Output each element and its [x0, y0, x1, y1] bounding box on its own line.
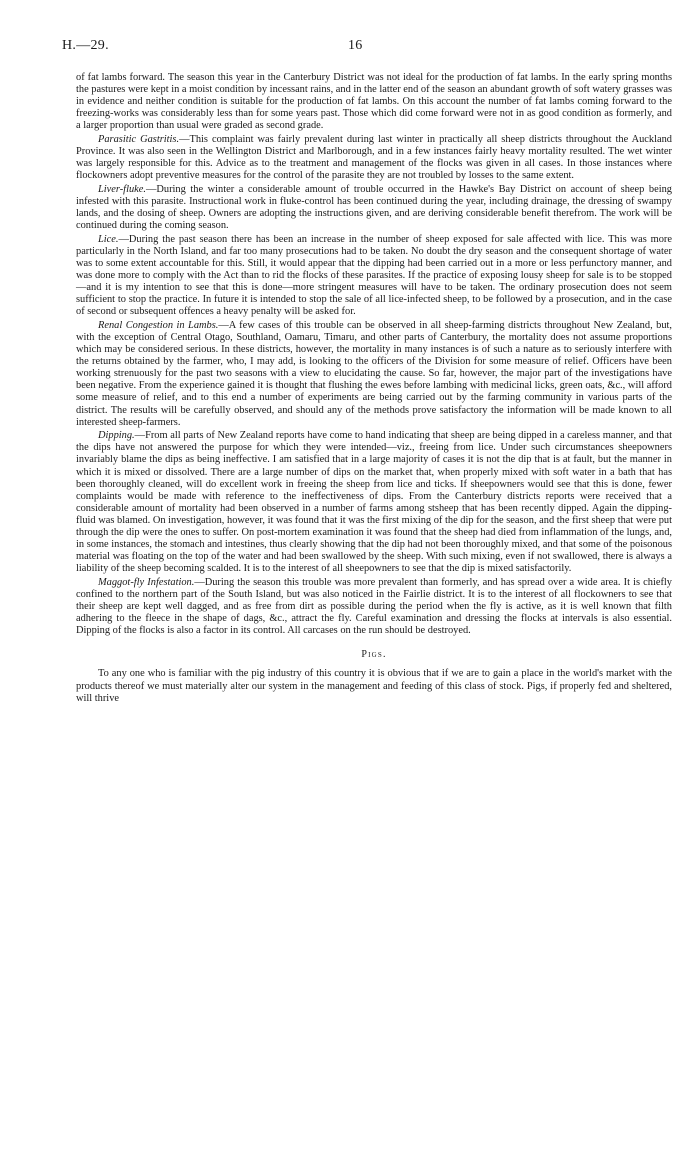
paragraph-lice [76, 234, 672, 319]
paragraph-text: To any one who is familiar with the pig industry of this country it is obvious that if we are to gain a place in the world's market with the products thereof we must materially alter our system in the management and feeding of this class of stock. Pigs, if properly fed and sheltered, will thrive [76, 668, 672, 704]
paragraph-heading: Dipping. [98, 430, 135, 442]
paragraph-heading: Renal Congestion in Lambs. [98, 319, 219, 331]
paragraph-text: —During the season this trouble was more prevalent than formerly, and has spread over a wide area. It is chiefly confined to the northern part of the South Island, but was also noticed in the Fairlie district. It is to the interest of all flockowners to see that their sheep are kept well dagged, and as free from dirt as possible during the period when the fly is active, as it is well known that filth adhering to the fleece in the shape of dags, &c., attract the fly. Careful examination and dressing the flocks at intervals is also essential. Dipping of the flocks is also a factor in its control. All carcases on the run should be destroyed. [76, 576, 672, 637]
paragraph-pigs [76, 668, 672, 704]
document-page [62, 34, 673, 706]
paragraph-heading: Parasitic Gastritis. [98, 133, 180, 145]
paragraph-maggot-fly [76, 577, 672, 637]
paragraph-text: —During the past season there has been an increase in the number of sheep exposed for sale affected with lice. This was more particularly in the North Island, and far too many prosecutions had to be taken. No doubt the dry season and the consequent shortage of water was to some extent accountable for this. Still, it would appear that the dipping had been carried out in a more or less perfunctory manner, and was done more to comply with the Act than to rid the flocks of these parasites. If the practice of exposing lousy sheep for sale is to be stopped—and it is my intention to see that this is done—more stringent measures will have to be taken. The ordinary prosecution does not seem sufficient to stop the practice. In future it is intended to stop the sale of all lice-infected sheep, to be followed by a prosecution, and in the case of second or subsequent offences a heavy penalty will be asked for. [76, 233, 672, 318]
paragraph-text: —During the winter a considerable amount of trouble occurred in the Hawke's Bay District on account of sheep being infested with this parasite. Instructional work in fluke-control has been continued during the year, including drainage, the dressing of swampy lands, and the dosing of sheep. Owners are adopting the instructions given, and are deriving considerable benefit therefrom. The work will be continued during the coming season. [76, 183, 672, 232]
section-title-pigs: Pigs. [361, 649, 387, 661]
body-text [76, 72, 672, 705]
paragraph-continuation [76, 72, 672, 132]
paragraph-liver-fluke [76, 184, 672, 232]
paragraph-text: —This complaint was fairly prevalent during last winter in practically all sheep districts throughout the Auckland Province. It was also seen in the Wellington District and Marlborough, and in a few instances fairly heavy mortality resulted. The wet winter was largely responsible for this. Advice as to the treatment and management of the flocks was given in all cases. In those instances where flockowners adopt preventive measures for the control of the parasite they are not troubled by losses to the same extent. [76, 133, 673, 182]
paragraph-dipping [76, 430, 672, 575]
paragraph-text: —A few cases of this trouble can be observed in all sheep-farming districts throughout New Zealand, but, with the exception of Central Otago, Southland, Oamaru, Timaru, and other parts of Canterbury, the mortality does not assume proportions which may be considered serious. In these districts, however, the mortality in many instances is of such a nature as to seriously interfere with the returns obtained by the farmer, who, I may add, is looking to the officers of the Division for some measure of relief. Officers have been working strenuously for the past two seasons with a view to elucidating the cause. So far, however, the major part of the investigations have been negative. From the experience gained it is thought that flushing the ewes before lambing with medicinal licks, green oats, &c., will afford some measure of relief, and to this end a number of experiments are being carried out by the farming community in various parts of the district. The results will be carefully observed, and should any of the methods prove satisfactory the information will be made known to all interested sheep-farmers. [76, 319, 673, 428]
paragraph-parasitic-gastritis [76, 134, 672, 182]
page-header [62, 34, 672, 56]
paragraph-heading: Liver-fluke. [98, 183, 146, 195]
paragraph-text: of fat lambs forward. The season this year in the Canterbury District was not ideal for the production of fat lambs. In the early spring months the pastures were kept in a moist condition by incessant rains, and in the latter end of the season an abundant growth of soft watery grasses was in evidence and neither condition is suitable for the production of fat lambs. On this account the number of fat lambs coming forward to the freezing-works was considerably less than for some years past. Those which did come forward were not in as good condition as formerly, and a larger proportion than usual were graded as second grade. [76, 72, 672, 132]
paragraph-renal-congestion [76, 320, 672, 429]
paragraph-heading: Lice. [98, 233, 119, 245]
paragraph-text: —From all parts of New Zealand reports have come to hand indicating that sheep are being dipped in a careless manner, and that the dips have not answered the purpose for which they were intended—viz., freeing from lice. Under such circumstances sheepowners invariably blame the dips as being ineffective. I am satisfied that in a large majority of cases it is not the dip that is at fault, but the manner in which it is mixed or dissolved. There are a large number of dips on the market that, when properly mixed with soft water in a bath that has been thoroughly cleaned, will do excellent work in freeing the sheep from lice and ticks. If sheepowners would see that this is done, fewer complaints would be made with reference to the ineffectiveness of dips. From the Canterbury districts reports were received that a considerable amount of mortality had been observed in a number of farms among stsheep that has been recently dipped. Again the dipping-fluid was blamed. On investigation, however, it was found that it was the first mixing of the dip for the season, and the first sheep that were put through the dip were the ones to suffer. On post-mortem examination it was found that the sheep had died from inflammation of the lungs, and, in some instances, the stomach and intestines, thus clearly showing that the dip had not been thoroughly mixed, and that some of the poisonous material was floating on the top of the water and had been swallowed by the sheep. With such mixing, even if not swallowed, there is always a liability of the sheep becoming scalded. It is to the interest of all sheepowners to see that the dip is mixed satisfactorily. [76, 430, 672, 575]
page-number: 16 [348, 38, 363, 53]
paragraph-heading: Maggot-fly Infestation. [98, 576, 195, 588]
document-reference: H.—29. [62, 38, 109, 53]
